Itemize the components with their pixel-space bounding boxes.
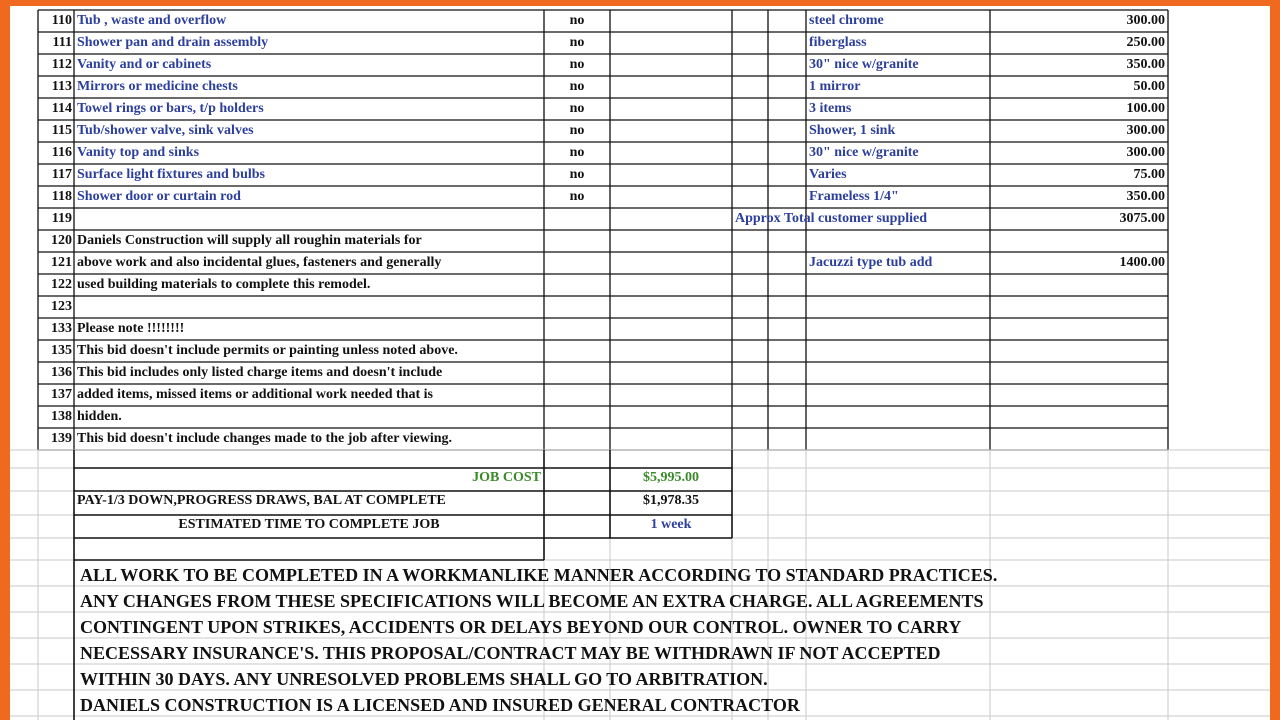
row-number[interactable]: 114 (51, 101, 72, 116)
item-description[interactable]: Towel rings or bars, t/p holders (77, 101, 264, 116)
item-description[interactable]: Tub , waste and overflow (77, 13, 227, 28)
item-description[interactable]: Shower pan and drain assembly (77, 35, 269, 50)
item-amount[interactable]: 350.00 (1126, 57, 1165, 72)
item-amount[interactable]: 100.00 (1126, 101, 1165, 116)
item-amount[interactable]: 300.00 (1126, 123, 1165, 138)
item-note[interactable]: steel chrome (809, 13, 884, 28)
row-number[interactable]: 137 (51, 387, 72, 402)
time-value[interactable]: 1 week (650, 517, 692, 532)
job-cost-label[interactable]: JOB COST (472, 470, 541, 485)
supplied-flag[interactable]: no (569, 167, 585, 182)
supplied-flag[interactable]: no (569, 57, 585, 72)
time-label[interactable]: ESTIMATED TIME TO COMPLETE JOB (178, 517, 440, 532)
supplied-flag[interactable]: no (569, 79, 585, 94)
item-note[interactable]: fiberglass (809, 35, 867, 50)
row-number[interactable]: 123 (51, 299, 72, 314)
row-number[interactable]: 113 (51, 79, 72, 94)
row-number[interactable]: 110 (51, 13, 72, 28)
note-text[interactable]: used building materials to complete this remodel. (77, 277, 371, 292)
item-amount[interactable]: 250.00 (1126, 35, 1165, 50)
spreadsheet-page (10, 6, 1270, 720)
note-text[interactable]: Daniels Construction will supply all roughin materials for (77, 233, 422, 248)
item-description[interactable]: Vanity and or cabinets (77, 57, 212, 72)
terms-line[interactable]: ALL WORK TO BE COMPLETED IN A WORKMANLIKE MANNER ACCORDING TO STANDARD PRACTICES. (80, 565, 998, 585)
addon-amount[interactable]: 1400.00 (1119, 255, 1165, 270)
total-label[interactable]: Approx Total customer supplied (735, 211, 928, 226)
item-note[interactable]: 3 items (809, 101, 852, 116)
supplied-flag[interactable]: no (569, 189, 585, 204)
item-amount[interactable]: 350.00 (1126, 189, 1165, 204)
supplied-flag[interactable]: no (569, 35, 585, 50)
row-number[interactable]: 116 (51, 145, 72, 160)
supplied-flag[interactable]: no (569, 13, 585, 28)
item-description[interactable]: Shower door or curtain rod (77, 189, 241, 204)
note-text[interactable]: added items, missed items or additional work needed that is (77, 387, 433, 402)
item-description[interactable]: Surface light fixtures and bulbs (77, 167, 265, 182)
note-text[interactable] (74, 297, 554, 319)
payment-terms-label[interactable]: PAY-1/3 DOWN,PROGRESS DRAWS, BAL AT COMPLETE (77, 493, 446, 508)
item-note[interactable]: Shower, 1 sink (809, 123, 896, 138)
row-number[interactable]: 138 (51, 409, 72, 424)
item-note[interactable]: Frameless 1/4" (809, 189, 899, 204)
item-description[interactable]: Mirrors or medicine chests (77, 79, 238, 94)
note-text[interactable]: hidden. (77, 409, 122, 424)
job-cost-value[interactable]: $5,995.00 (643, 470, 699, 485)
item-amount[interactable]: 300.00 (1126, 145, 1165, 160)
payment-value[interactable]: $1,978.35 (643, 493, 699, 508)
terms-line[interactable]: CONTINGENT UPON STRIKES, ACCIDENTS OR DELAYS BEYOND OUR CONTROL. OWNER TO CARRY (80, 617, 962, 637)
row-number[interactable]: 122 (51, 277, 72, 292)
item-description[interactable]: Tub/shower valve, sink valves (77, 123, 254, 138)
total-amount[interactable]: 3075.00 (1119, 211, 1165, 226)
note-text[interactable]: This bid doesn't include changes made to the job after viewing. (77, 431, 453, 446)
row-number[interactable]: 133 (51, 321, 72, 336)
row-number[interactable]: 136 (51, 365, 72, 380)
note-text[interactable]: above work and also incidental glues, fasteners and generally (77, 255, 442, 270)
item-description[interactable]: Vanity top and sinks (77, 145, 200, 160)
supplied-flag[interactable]: no (569, 123, 585, 138)
item-amount[interactable]: 300.00 (1126, 13, 1165, 28)
terms-line[interactable]: NECESSARY INSURANCE'S. THIS PROPOSAL/CONTRACT MAY BE WITHDRAWN IF NOT ACCEPTED (80, 643, 941, 663)
row-number[interactable]: 120 (51, 233, 72, 248)
terms-line[interactable]: ANY CHANGES FROM THESE SPECIFICATIONS WILL BECOME AN EXTRA CHARGE. ALL AGREEMENTS (80, 591, 984, 611)
row-number[interactable]: 115 (51, 123, 72, 138)
row-number[interactable]: 119 (51, 211, 72, 226)
row-number[interactable]: 135 (51, 343, 72, 358)
item-note[interactable]: 30" nice w/granite (809, 145, 919, 160)
addon-label[interactable]: Jacuzzi type tub add (809, 255, 933, 270)
row-number[interactable]: 121 (51, 255, 72, 270)
note-text[interactable]: Please note !!!!!!!! (77, 321, 185, 336)
supplied-flag[interactable]: no (569, 145, 585, 160)
note-text[interactable]: This bid doesn't include permits or painting unless noted above. (77, 343, 458, 358)
row-number[interactable]: 111 (52, 35, 72, 50)
row-number[interactable]: 118 (51, 189, 72, 204)
terms-line[interactable]: DANIELS CONSTRUCTION IS A LICENSED AND INSURED GENERAL CONTRACTOR (80, 695, 800, 715)
row-number[interactable]: 112 (51, 57, 72, 72)
item-note[interactable]: 30" nice w/granite (809, 57, 919, 72)
supplied-flag[interactable]: no (569, 101, 585, 116)
item-amount[interactable]: 75.00 (1133, 167, 1165, 182)
row-number[interactable]: 117 (51, 167, 72, 182)
note-text[interactable]: This bid includes only listed charge items and doesn't include (77, 365, 443, 380)
row-number[interactable]: 139 (51, 431, 72, 446)
item-amount[interactable]: 50.00 (1133, 79, 1165, 94)
item-note[interactable]: 1 mirror (809, 79, 861, 94)
item-note[interactable]: Varies (809, 167, 847, 182)
terms-line[interactable]: WITHIN 30 DAYS. ANY UNRESOLVED PROBLEMS SHALL GO TO ARBITRATION. (80, 669, 768, 689)
